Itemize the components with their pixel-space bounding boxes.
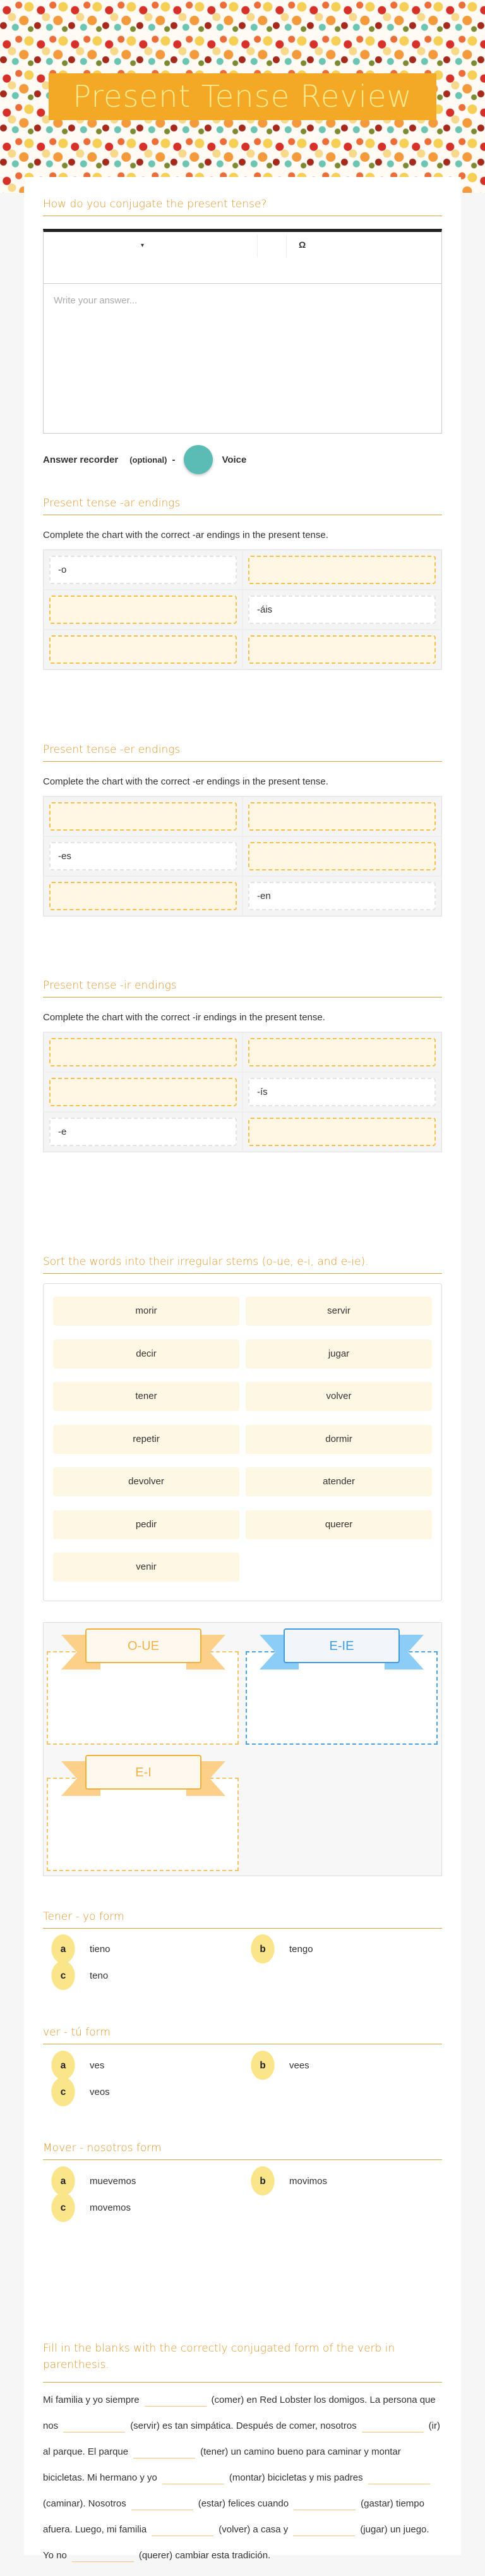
zone-label-ribbon <box>61 1755 225 1790</box>
text-segment: (volver) a casa y <box>219 2524 289 2535</box>
word-tile[interactable]: jugar <box>246 1340 432 1369</box>
word-tile[interactable]: repetir <box>53 1425 239 1454</box>
option-text: movimos <box>289 2175 328 2187</box>
word-tile[interactable]: querer <box>246 1510 432 1539</box>
option-c[interactable] <box>43 2080 242 2104</box>
answer-editor[interactable] <box>43 229 442 434</box>
chart-cell: -o <box>49 556 237 584</box>
text-segment: (querer) cambiar esta tradición. <box>138 2550 271 2561</box>
mc-heading: Mover - nosotros form <box>43 2142 442 2160</box>
text-segment: (comer) en Red Lobster los domigos. La persona que nos <box>43 2395 436 2431</box>
mc-heading: ver - tú form <box>43 2026 442 2044</box>
er-instruction: Complete the chart with the correct -er endings in the present tense. <box>43 776 328 787</box>
option-text: teno <box>90 1970 109 1981</box>
drop-zone[interactable] <box>49 1038 237 1066</box>
word-tile[interactable]: dormir <box>246 1425 432 1454</box>
drop-zone[interactable] <box>248 635 436 664</box>
option-text: movemos <box>90 2202 131 2213</box>
drop-zone[interactable] <box>49 1078 237 1106</box>
blank-input[interactable] <box>362 2421 424 2433</box>
zone-label-ribbon <box>260 1628 424 1663</box>
mc-options <box>43 2169 442 2219</box>
answer-textarea[interactable]: Write your answer... <box>54 295 138 306</box>
option-text: tieno <box>90 1943 111 1955</box>
zone-label: O-UE <box>85 1628 201 1663</box>
ir-heading: Present tense -ir endings <box>43 979 442 998</box>
word-tile[interactable]: servir <box>246 1297 432 1326</box>
drop-zone[interactable] <box>248 842 436 870</box>
chart-cell: -e <box>49 1118 237 1146</box>
blank-input[interactable] <box>131 2499 193 2510</box>
toolbar-divider <box>286 235 287 257</box>
ar-chart <box>43 549 442 670</box>
zone-label-ribbon <box>61 1628 225 1663</box>
word-tile[interactable]: atender <box>246 1467 432 1496</box>
text-segment: (tener) un camino bueno para caminar y montar bicicletas. Mi hermano y yo <box>43 2446 401 2483</box>
word-bank <box>43 1283 442 1601</box>
option-text: ves <box>90 2060 105 2071</box>
mc-heading: Tener - yo form <box>43 1910 442 1929</box>
option-text: vees <box>289 2060 309 2071</box>
recorder-dash: - <box>172 454 176 465</box>
fill-paragraph <box>43 2387 442 2568</box>
blank-input[interactable] <box>133 2447 195 2458</box>
page-title: Present Tense Review <box>49 73 436 120</box>
option-text: muevemos <box>90 2175 136 2187</box>
option-b[interactable] <box>242 2053 442 2077</box>
recorder-optional: (optional) <box>129 455 167 465</box>
editor-toolbar <box>44 232 441 284</box>
answer-recorder <box>43 445 442 474</box>
blank-input[interactable] <box>162 2473 224 2484</box>
option-text: tengo <box>289 1943 313 1955</box>
text-segment: (jugar) un juego. Yo no <box>43 2524 429 2561</box>
question-heading: How do you conjugate the present tense? <box>43 198 442 216</box>
drop-zone[interactable] <box>248 1038 436 1066</box>
option-b[interactable] <box>242 1937 442 1961</box>
text-segment: Mi familia y yo siempre <box>43 2395 140 2405</box>
word-tile[interactable]: devolver <box>53 1467 239 1496</box>
option-letter: a <box>51 2166 75 2195</box>
word-tile[interactable]: decir <box>53 1340 239 1369</box>
fill-heading: Fill in the blanks with the correctly conjugated form of the verb in parenthesis. <box>43 2340 442 2383</box>
text-segment: (gastar) tiempo afuera. Luego, mi familia <box>43 2498 424 2535</box>
drop-zone[interactable] <box>49 635 237 664</box>
option-letter: c <box>51 2077 75 2106</box>
voice-label: Voice <box>222 454 247 465</box>
word-tile[interactable]: venir <box>53 1553 239 1582</box>
ar-instruction: Complete the chart with the correct -ar endings in the present tense. <box>43 530 328 540</box>
zone-label: E-I <box>85 1755 201 1790</box>
drop-zone[interactable] <box>248 1118 436 1146</box>
ar-heading: Present tense -ar endings <box>43 497 442 515</box>
blank-input[interactable] <box>368 2473 430 2484</box>
blank-input[interactable] <box>294 2499 356 2510</box>
chart-cell: -en <box>248 882 436 910</box>
option-letter: a <box>51 1934 75 1963</box>
ir-chart <box>43 1032 442 1152</box>
option-c[interactable] <box>43 2195 242 2219</box>
option-a[interactable] <box>43 2169 242 2193</box>
option-letter: c <box>51 1961 75 1990</box>
drop-zone[interactable] <box>248 802 436 831</box>
toolbar-divider <box>257 235 258 257</box>
mc-options <box>43 2053 442 2104</box>
er-chart <box>43 796 442 917</box>
zone-label: E-IE <box>284 1628 400 1663</box>
word-tile[interactable]: tener <box>53 1382 239 1411</box>
text-segment: (estar) felices cuando <box>198 2498 289 2509</box>
word-tile[interactable]: morir <box>53 1297 239 1326</box>
ir-instruction: Complete the chart with the correct -ir endings in the present tense. <box>43 1012 325 1023</box>
sort-zones <box>43 1622 442 1876</box>
blank-input[interactable] <box>145 2395 207 2407</box>
option-letter: c <box>51 2193 75 2222</box>
blank-input[interactable] <box>293 2525 355 2536</box>
option-c[interactable] <box>43 1963 242 1987</box>
er-heading: Present tense -er endings <box>43 743 442 762</box>
record-button[interactable] <box>184 445 213 474</box>
option-a[interactable] <box>43 2053 242 2077</box>
option-a[interactable] <box>43 1937 242 1961</box>
text-segment: (servir) es tan simpática. Después de comer, nosotros <box>130 2420 357 2431</box>
recorder-label: Answer recorder <box>43 454 119 465</box>
option-text: veos <box>90 2086 110 2097</box>
chart-cell: -ís <box>248 1078 436 1106</box>
format-dropdown-icon[interactable]: ▾ <box>141 242 145 249</box>
text-segment: (montar) bicicletas y mis padres <box>229 2472 363 2483</box>
drop-zone[interactable] <box>49 802 237 831</box>
word-tile[interactable]: pedir <box>53 1510 239 1539</box>
sort-heading: Sort the words into their irregular stems (o-ue, e-i, and e-ie). <box>43 1255 442 1274</box>
drop-zone[interactable] <box>49 882 237 910</box>
text-segment: (caminar). Nosotros <box>43 2498 126 2509</box>
blank-input[interactable] <box>72 2551 134 2562</box>
blank-input[interactable] <box>63 2421 125 2433</box>
chart-cell: -es <box>49 842 237 870</box>
text-segment: (ir) al parque. El parque <box>43 2420 440 2457</box>
option-b[interactable] <box>242 2169 442 2193</box>
blank-input[interactable] <box>152 2525 213 2536</box>
mc-options <box>43 1937 442 1987</box>
option-letter: b <box>251 1934 274 1963</box>
option-letter: b <box>251 2051 274 2080</box>
chart-cell: -áis <box>248 595 436 624</box>
option-letter: a <box>51 2051 75 2080</box>
drop-zone[interactable] <box>49 595 237 624</box>
option-letter: b <box>251 2166 274 2195</box>
drop-zone[interactable] <box>248 556 436 584</box>
word-tile[interactable]: volver <box>246 1382 432 1411</box>
special-character-icon[interactable]: Ω <box>299 240 306 250</box>
